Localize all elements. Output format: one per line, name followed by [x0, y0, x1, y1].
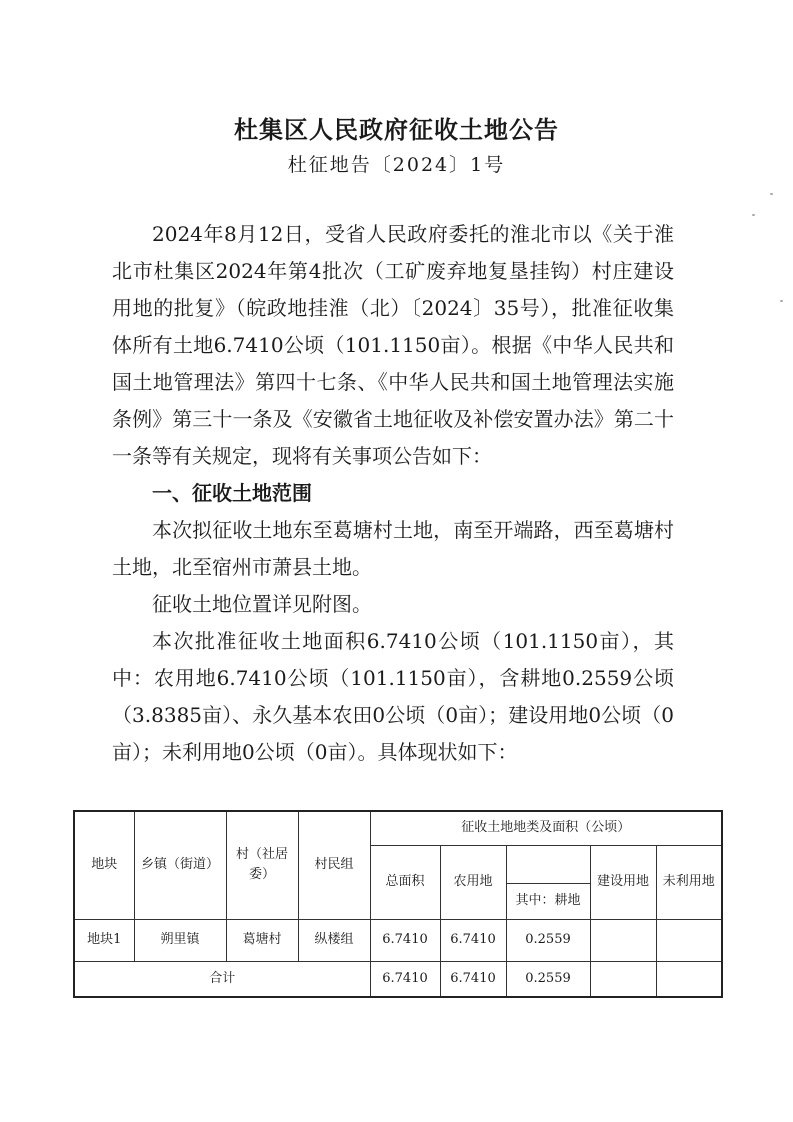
document-number: 杜征地告〔2024〕1号: [287, 154, 506, 176]
document-body: [112, 216, 674, 771]
cell-unused: [656, 919, 722, 961]
header-unused: 未利用地: [656, 845, 722, 919]
cell-total-area: 6.7410: [370, 919, 440, 961]
scope-paragraph: 本次拟征收土地东至葛塘村土地，南至开端路，西至葛塘村土地，北至宿州市萧县土地。: [112, 518, 674, 579]
cell-construction: [590, 919, 656, 961]
cell-farmland: 6.7410: [440, 919, 506, 961]
scan-speck: [780, 300, 783, 302]
header-cultivated: 其中：耕地: [506, 883, 590, 919]
table-row: [74, 919, 722, 961]
section-heading-land-scope: 一、征收土地范围: [152, 481, 312, 505]
total-construction: [590, 961, 656, 997]
header-plot: 地块: [74, 811, 134, 919]
total-label: 合计: [74, 961, 370, 997]
map-reference-paragraph: 征收土地位置详见附图。: [152, 592, 372, 616]
header-land-types: 征收土地地类及面积（公顷）: [370, 811, 722, 845]
intro-paragraph: 2024年8月12日，受省人民政府委托的淮北市以《关于淮北市杜集区2024年第4批次（工矿废弃地复垦挂钩）村庄建设用地的批复》（皖政地挂淮（北）〔2024〕35号），批准征收集体所有土地6.7410公顷（101.1150亩）。根据《中华人民共和国土地管理法》第四十七条、《中华人民共和国土地管理法实施条例》第三十一条及《安徽省土地征收及补偿安置办法》第二十一条等有关规定，现将有关事项公告如下：: [112, 222, 674, 468]
scan-speck: [770, 193, 773, 195]
header-empty: [506, 845, 590, 883]
cell-cultivated: 0.2559: [506, 919, 590, 961]
cell-group: 纵楼组: [298, 919, 370, 961]
total-total-area: 6.7410: [370, 961, 440, 997]
total-farmland: 6.7410: [440, 961, 506, 997]
scan-speck: [752, 214, 755, 216]
cell-village: 葛塘村: [226, 919, 298, 961]
total-row: [74, 961, 722, 997]
header-village: 村（社居委）: [226, 811, 298, 919]
header-total-area: 总面积: [370, 845, 440, 919]
header-town: 乡镇（街道）: [134, 811, 226, 919]
header-construction: 建设用地: [590, 845, 656, 919]
area-paragraph: 本次批准征收土地面积6.7410公顷（101.1150亩），其中：农用地6.7410公顷（101.1150亩），含耕地0.2559公顷（3.8385亩）、永久基本农田0公顷（0亩）；建设用地0公顷（0亩）；未利用地0公顷（0亩）。具体现状如下：: [112, 629, 674, 764]
header-group: 村民组: [298, 811, 370, 919]
cell-town: 朔里镇: [134, 919, 226, 961]
header-farmland: 农用地: [440, 845, 506, 919]
cell-plot: 地块1: [74, 919, 134, 961]
land-table: [73, 810, 723, 998]
document-title: 杜集区人民政府征收土地公告: [234, 116, 559, 144]
total-cultivated: 0.2559: [506, 961, 590, 997]
total-unused: [656, 961, 722, 997]
